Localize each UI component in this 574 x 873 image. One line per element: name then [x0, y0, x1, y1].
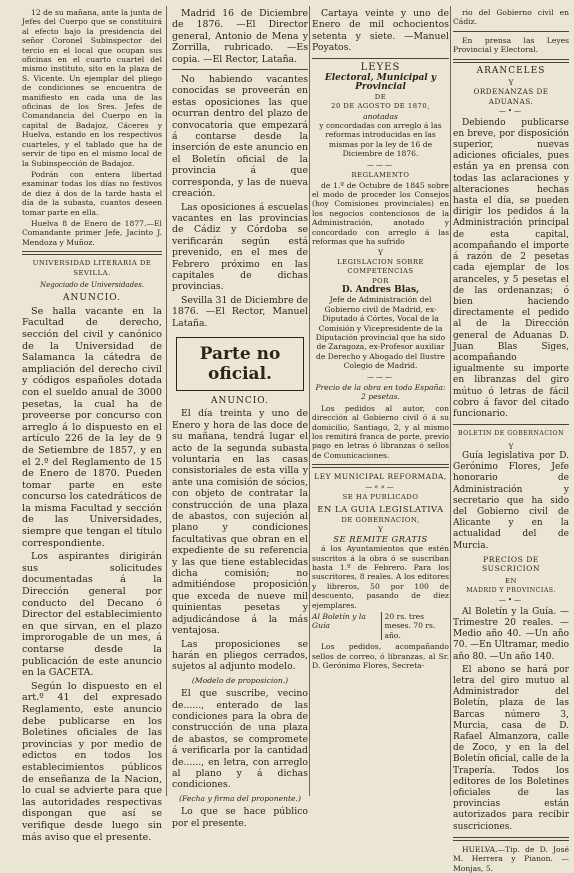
section-divider [453, 837, 569, 841]
column-3 [312, 8, 449, 794]
ad-heading-guia: EN LA GUIA LEGISLATIVA [317, 503, 444, 514]
ad-text: anotadas [363, 111, 398, 121]
imprint: HUELVA.—Tip. de D. José M. Herrera y Pianon. —Monjas, 5. [453, 844, 569, 873]
ad-body: Debiendo publicarse en breve, por disposición superior, nuevas adiciones oficiales, pues están ya en prensa con todas las aclaraciones y alteraciones hechas hasta el día, se pueden dirigir los pedidos á la Administración principal de esta capital, acompañando el importe á razón de 2 pesetas cada ejemplar de los aranceles, y 5 pesetas el de las ordenanzas; ó bien haciendo directamente el pedido al de la Dirección general de Aduanas D. Juan Blas Siges, acompañando igualmente su importe en libranzas del giro mútuo ó letras de fácil cobro á favor del citado funcionario. [453, 117, 569, 419]
model-body: El que suscribe, vecino de......, enterado de las condiciones para la obra de construcción de una plaza de abastos, se compromete á verificarla por la cantidad de......, en letra, con arreglo al plano y á dichas condiciones. [172, 688, 308, 791]
column-rule [309, 6, 310, 796]
signature-line: (Fecha y firma del proponente.) [179, 793, 301, 803]
notice-body: Las oposiciones á escuelas vacantes en las provincias de Cádiz y Córdoba se verificarán según está prevenido, en el mes de Febrero próximo en las capitales de dichas provincias. [172, 201, 308, 293]
ad-body: de 1.º de Octubre de 1845 sobre el modo de proceder los Consejos (hoy Comisiones provinciales) en los negocios contenciosos de la Administración, anotado y concordado con arreglo á las reformas que ha sufrido [312, 180, 449, 246]
model-heading: (Modelo de proposicion.) [191, 675, 289, 685]
ad-text: EN [505, 576, 517, 585]
announcement-body: El día treinta y uno de Enero y hora de las doce de su mañana, tendrá lugar el acto de la segunda subasta voluntaria en las casas consistoriales de esta villa y ante una comisión de sócios, con objeto de contratar la construcción de una plaza de abastos, con sujeción al plano y condiciones facultativas que obran en el expediente de su referencia y las que tiene establecidas dicha comisión; no admitiéndose proposición que exceda de nueve mil quinientas pesetas y adjudicándose á la más ventajosa. [172, 408, 308, 637]
ad-heading-ordenanzas: ORDENANZAS DE ADUANAS. [473, 87, 549, 106]
section-divider [312, 58, 449, 59]
ad-heading-aranceles: ARANCELES [476, 65, 546, 76]
ad-date: 20 DE AGOSTO DE 1870, [331, 102, 430, 111]
announcement-body: Según lo dispuesto en el art.º 41 del expresado Reglamento, este anuncio debe publicarse en los Boletines oficiales de las provincias y por medio de edictos en todos los establecimientos públicos de enseñanza de la Nacion, lo cual se advierte para que las autoridades respectivas dispongan que así se verifique desde luego sin más aviso que el presente. [22, 680, 162, 843]
ornament: —•— [498, 107, 524, 116]
column-4 [453, 8, 570, 873]
section-divider [312, 464, 449, 468]
ad-body: El abono se hará por letra del giro mutuo al Administrador del Boletín, plaza de las Barcas número 3, Murcia, casa de D. Rafael Almanzora, calle de Zoco, y en la del Boletín oficial, calle de la Trapería. Todos los editores de los Boletines oficiales de las provincias están autorizados para recibir suscriciones. [453, 664, 569, 832]
notice-body: No habiendo vacantes conocidas se proveerán en estas oposiciones las que ocurran dentro del plazo de convocatoria que empezará á contarse desde la inserción de este anuncio en el Boletín oficial de la provincia á que corresponda, y las de nueva creación. [172, 74, 308, 200]
decree-text: Madrid 16 de Diciembre de 1876. —El Director general, Antonio de Mena y Zorrilla, rubricado. —Es copia. —El Rector, Lataña. [172, 8, 308, 65]
ornament: ——— [367, 372, 394, 381]
ad-text: Y [377, 525, 383, 535]
section-divider [453, 59, 569, 63]
ad-body: á los Ayuntamientos que estén suscritos á la obra ó se suscriban hasta 1.º de Febrero. Para los suscritores, 8 reales. A los editores y libreros, 50 por 100 de descuento, pasando de diez ejemplares. [312, 544, 449, 610]
ad-heading-madrid: MADRID Y PROVINCIAS. [466, 587, 556, 594]
ad-subheading: Electoral, Municipal y Provincial [324, 73, 437, 93]
ad-heading-reglamento: REGLAMENTO [351, 171, 410, 180]
notice-text: Cartaya veinte y uno de Enero de mil ochocientos setenta y siete. —Manuel Poyatos. [312, 8, 449, 54]
ad-heading-leyes: LEYES [360, 61, 401, 73]
section-divider [22, 251, 162, 255]
column-rule [450, 6, 451, 796]
university-subheading: Negociado de Universidades. [39, 280, 145, 289]
closing-text: Lo que se hace público por el presente. [172, 806, 308, 829]
column-1 [22, 8, 162, 843]
ad-text: DE GOBERNACION, [341, 515, 420, 524]
ad-body: Los pedidos al autor, con dirección al Gobierno civil ó á su domicilio, Santiago, 2, y al mismo los remitirá franca de porte, previo pago en letras ó libranzas ó sellos de Comunicaciones. [312, 403, 449, 460]
price-value: 20 rs. tres meses. 70 rs. año. [381, 612, 450, 640]
ad-heading-precios: PRECIOS DE SUSCRICION [481, 554, 540, 574]
section-divider [453, 31, 569, 32]
ad-heading-ley: LEY MUNICIPAL REFORMADA, [314, 472, 447, 482]
parte-no-oficial-heading: Parte no oficial. [176, 337, 304, 391]
notice-signature: Huelva 8 de Enero de 1877.—El Comandante primer Jefe, Jacinto J. Mendoza y Muñoz. [22, 218, 162, 247]
ad-text: Y [508, 441, 514, 451]
ornament: —«»— [365, 482, 396, 491]
announcement-heading: ANUNCIO. [63, 293, 121, 304]
ad-heading-gratis: SE REMITE GRATIS [333, 533, 428, 544]
ad-body: y concordadas con arreglo á las reformas introducidas en las mismas por la ley de 16 de Diciembre de 1876. [319, 121, 442, 159]
ad-price: Precio de la obra en toda España: 2 pesetas. [315, 383, 446, 402]
section-divider [172, 69, 308, 70]
ornament: —•— [498, 596, 524, 605]
ad-author: D. Andres Blas, [341, 284, 420, 295]
ad-heading-boletin: BOLETIN DE GOBERNACION [457, 430, 565, 438]
announcement-body: Las proposiciones se harán en pliegos cerrados, sujetos al adjunto modelo. [172, 638, 308, 673]
ad-text: Y [508, 78, 514, 88]
price-table [312, 612, 449, 640]
column-rule [166, 6, 167, 796]
column-2 [172, 8, 308, 829]
ad-body: Jefe de Administración del Gobierno civil de Madrid, ex-Diputado á Córtes, Vocal de la Comisión y Vicepresidente de la Diputación provincial que ha sido de Zaragoza, ex-Profesor auxiliar de Derecho y Abogado del Ilustre Colegio de Madrid. [315, 295, 446, 371]
ad-text: rio del Gobierno civil en Cádiz. [453, 8, 569, 27]
ad-text: Y [377, 248, 383, 258]
ad-body: Al Boletín y la Guía. —Trimestre 20 reales. —Medio año 40. —Un año 70. —En Ultramar, medio año 80. —Un año 140. [453, 606, 570, 662]
price-label: Al Boletín y la Guía [312, 611, 366, 631]
announcement-body: Se halla vacante en la Facultad de derecho, sección del civil y canónico de la Universidad de Salamanca la cátedra de ampliación del derecho civil y códigos españoles dotada con el sueldo anual de 3000 pesetas, la cual ha de proveerse por concurso con arreglo á lo dispuesto en el artículo 226 de la ley de 9 de Setiembre de 1857, y en el 2.º del Reglamento de 15 de Enero de 1870. Pueden tomar parte en este concurso los catedráticos de la misma Facultad y sección de las Universidades, siempre que tengan el título correspondiente. [22, 305, 162, 549]
notice-text: 12 de su mañana, ante la junta de Jefes del Cuerpo que se constituirá al efecto bajo la presidencia del señor Coronel Subinspector del tercio en el local que ocupan sus oficinas en el cuarto cuartel del mismo instituto, sito en la plaza de S. Vicente. Un ejemplar del pliego de condiciones se encuentra de manifiesto en cada una de las oficinas de los Sres. Jefes de Comandancia del Cuerpo en la capital de Badajoz, Cáceres y Huelva, estando en los respectivos cuarteles, y el tablado que ha de servir de tipo en el mismo local de la Subinspección de Badajoz. [22, 8, 162, 168]
ad-text: SE HA PUBLICADO [342, 493, 419, 502]
notice-signature: Sevilla 31 de Diciembre de 1876. —El Rector, Manuel Lataña. [172, 294, 308, 329]
section-divider [453, 424, 569, 425]
ad-body: Guía legislativa por D. Gerónimo Flores, Jefe honorario de Administración y secretario que ha sido del Gobierno civil de Alicante y en la actualidad del de Murcia. [453, 450, 569, 551]
ad-heading-legislacion: LEGISLACION SOBRE COMPETENCIAS [336, 257, 425, 276]
ad-text: POR [372, 276, 389, 285]
university-heading: UNIVERSIDAD LITERARIA DE SEVILLA. [32, 259, 152, 277]
ornament: ——— [367, 160, 394, 169]
ad-body: Los pedidos, acompañando sellos de correo, ó libranzas, al Sr. D. Gerónimo Flores, Secreta- [312, 642, 449, 670]
ad-text: En prensa las Leyes Provincial y Electoral. [453, 35, 569, 55]
notice-text: Podrán con entera libertad examinar todas los días no festivos de diez á dos de la tarde hasta el día de la subasta, cuantos deseen tomar parte en ella. [22, 169, 162, 217]
announcement-body: Los aspirantes dirigirán sus solicitudes documentadas á la Dirección general por conducto del Decano ó Director del establecimiento en que sirvan, en el plazo improrogable de un mes, á contarse desde la publicación de este anuncio en la GACETA. [22, 551, 162, 679]
announcement-heading: ANUNCIO. [211, 395, 269, 406]
ad-text: DE [374, 92, 387, 101]
